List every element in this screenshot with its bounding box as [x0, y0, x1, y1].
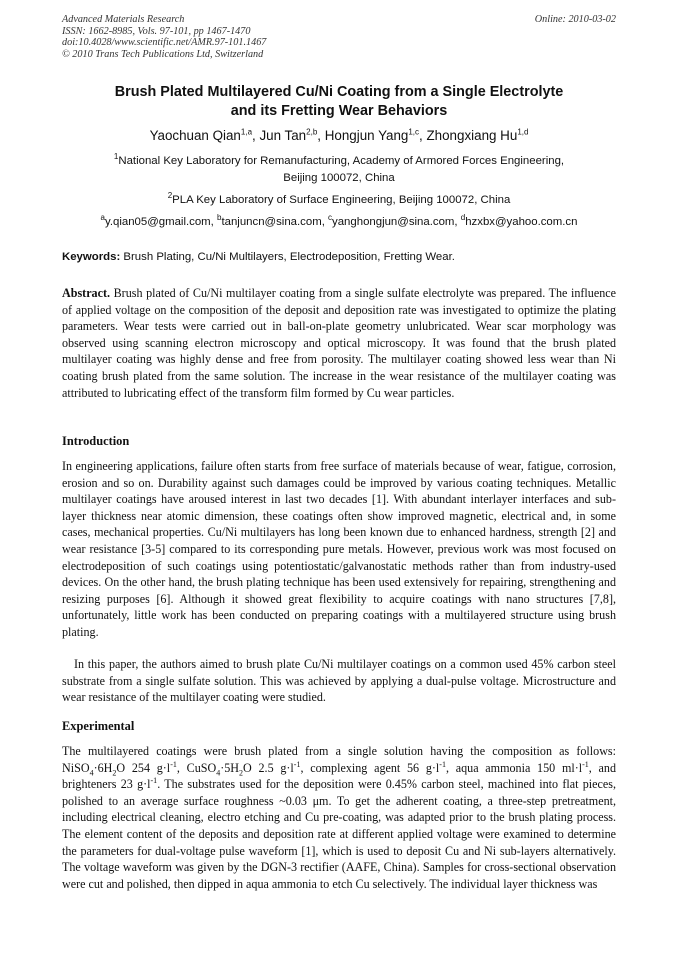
affiliation-1 [62, 153, 616, 187]
email-mark: b [217, 213, 222, 223]
superscript: -1 [293, 759, 301, 769]
email-list: $^a$y.qian05@gmail.com, $^b$tanjuncn@sina.com, $^c$yanghongjun@sina.com, $^d$hzxbx@yahoo.com.cn [100, 213, 578, 228]
exp-text: O 254 g·l [116, 760, 171, 775]
exp-text: , aqua ammonia 150 ml·l [445, 760, 583, 775]
author-name: Yaochuan Qian [149, 128, 241, 143]
abstract-text: Brush plated of Cu/Ni multilayer coating from a single sulfate electrolyte was prepared. The influence of applied voltage on the composition of the deposit and deposition rate was investigated to optimize the plating parameters. Wear tests were carried out in ball-on-plate geometry unlubricated. Wear scar morphology was observed using scanning electron microscopy and optical microscopy. It was found that the brush plated multilayer coating was highly dense and free from porosity. The multilayer coating showed less wear than Ni coating brush plated from the same solution. The increase in the wear resistance of the multilayer coating was attributed to lubricating effect of the transform film formed by Cu wear particles. [62, 286, 616, 400]
affiliation-1-line-1: National Key Laboratory for Remanufacturing, Academy of Armored Forces Engineering, [118, 155, 565, 167]
author-mark: 2,b [306, 127, 318, 137]
subscript: 2 [112, 768, 117, 777]
keywords [62, 251, 616, 263]
email-address: y.qian05@gmail.com [104, 216, 211, 228]
email-mark: d [460, 213, 466, 223]
online-date: Online: 2010-03-02 [534, 14, 616, 25]
issn-line: ISSN: 1662-8985, Vols. 97-101, pp 1467-1470 [62, 25, 251, 37]
abstract [62, 285, 616, 401]
exp-text: , and brighteners 23 g·l [62, 760, 617, 792]
superscript: -1 [439, 759, 446, 769]
copyright-line: © 2010 Trans Tech Publications Ltd, Switzerland [62, 48, 264, 60]
affiliation-2-line: PLA Key Laboratory of Surface Engineering, Beijing 100072, China [172, 194, 511, 206]
email-address: tanjuncn@sina.com [221, 216, 322, 228]
exp-text: O 2.5 g·l [243, 760, 294, 775]
affiliation-1-line-2: Beijing 100072, China [283, 172, 395, 184]
introduction-heading: Introduction [62, 434, 130, 448]
doi-line: doi:10.4028/www.scientific.net/AMR.97-101.1467 [62, 37, 267, 49]
introduction-paragraph-2: In this paper, the authors aimed to brush plate Cu/Ni multilayer coatings on a common used 45% carbon steel substrate from a single sulfate solution. This was achieved by applying a dual-pulse voltage. Microstructure and wear resistance of the multilayer coating were studied. [62, 657, 616, 705]
superscript: -1 [582, 759, 589, 769]
exp-text: ·6H [93, 760, 113, 775]
superscript: -1 [150, 776, 158, 786]
exp-text: The multilayered coatings were brush plated from a single solution having the composition as follows: NiSO [62, 744, 616, 775]
author-name: Hongjun Yang [324, 128, 409, 143]
title-line-1: Brush Plated Multilayered Cu/Ni Coating from a Single Electrolyte [114, 84, 564, 100]
subscript: 4 [216, 768, 221, 777]
subscript: 4 [89, 768, 94, 777]
journal-name: Advanced Materials Research [62, 14, 185, 25]
affiliation-mark: 1 [113, 152, 119, 162]
superscript: -1 [170, 759, 177, 769]
author-mark: 1,d [517, 127, 529, 137]
author-name: Zhongxiang Hu [426, 128, 518, 143]
exp-text: . The substrates used for the deposition were 0.45% carbon steel, machined into flat pieces, polished to an average surface roughness ~0.03 μm. To get the adherent coating, a three-step pretreatment, including electrical cleaning, electro etching and Cu pre-coating, was adapted prior to the brush plating process. The element content of the deposits and deposition rate at different applied voltage were examined to determine the parameters for dual-voltage pulse waveform [1], which is used to deposit Cu and Ni sub-layers alternatively. The voltage waveform was given by the DGN-3 rectifier (AAFE, China). Samples for cross-sectional observation were cut and polished, then dipped in aqua ammonia to etch Cu selectively. The individual layer thickness was [62, 777, 616, 891]
exp-text: , complexing agent 56 g·l [300, 760, 440, 775]
email-mark: a [100, 213, 105, 223]
author-list: Yaochuan Qian$^{1,a}$, Jun Tan$^{2,b}$, Hongjun Yang$^{1,c}$, Zhongxiang Hu$^{1,d}$ [149, 127, 529, 143]
journal-header [62, 14, 266, 60]
paper-title [62, 83, 616, 121]
author-mark: 1,a [240, 127, 253, 137]
exp-text: , CuSO [176, 760, 217, 775]
exp-text: ·5H [220, 760, 240, 775]
abstract-label: Abstract. [62, 286, 111, 300]
experimental-heading: Experimental [62, 719, 135, 733]
subscript: 2 [239, 768, 244, 777]
author-name: Jun Tan [259, 128, 307, 143]
title-line-2: and its Fretting Wear Behaviors [230, 103, 448, 119]
experimental-paragraph [62, 743, 616, 892]
email-address: yanghongjun@sina.com [332, 216, 455, 228]
email-mark: c [328, 213, 333, 223]
affiliation-2 [62, 192, 616, 209]
email-address: hzxbx@yahoo.com.cn [465, 216, 578, 228]
author-mark: 1,c [408, 127, 420, 137]
keywords-text: Brush Plating, Cu/Ni Multilayers, Electrodeposition, Fretting Wear. [120, 251, 455, 263]
affiliation-mark: 2 [167, 191, 173, 201]
keywords-label: Keywords: [62, 251, 121, 263]
introduction-paragraph-1: In engineering applications, failure often starts from free surface of materials because of wear, fatigue, corrosion, erosion and so on. Durability against such damages could be improved by various coating techniques. Metallic multilayer coatings have aroused interest in last two decades [1]. With abundant interlayer interfaces and sub-layer thickness near atomic dimension, these coatings often show improved magnetic, electrical and, in some cases, mechanical properties. Cu/Ni multilayers has long been known due to enhanced hardness, strength [2] and wear resistance [3-5] compared to its corresponding pure metals. However, previous work was most focused on electrodeposition of such coatings using potentiostatic/galvanostatic methods rather than from industry-used devices. On the other hand, the brush plating technique has been used extensively for repairing, strengthening and resizing purposes [6]. Although it showed great flexibility to acquire coatings with nano structures [7,8], unfortunately, little work has been conducted on preparing coatings with a multilayered structure using brush plating. [62, 459, 616, 639]
